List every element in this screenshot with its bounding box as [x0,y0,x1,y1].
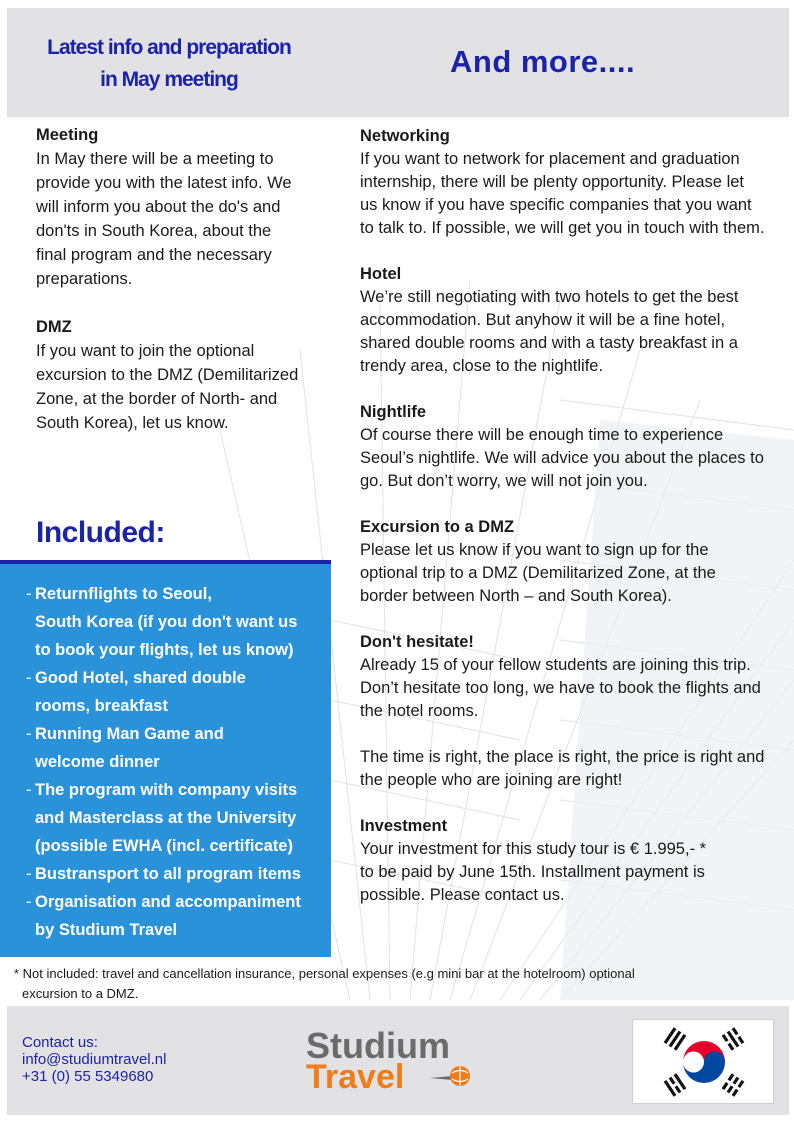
included-box [0,560,331,957]
section-title: Hotel [360,265,402,283]
investment-section [360,815,765,907]
section-title: Excursion to a DMZ [360,518,515,536]
logo-travel-text: Travel [306,1058,405,1092]
included-item-text: Returnflights to Seoul, South Korea (if you don't want us to book your flights, let us know) [35,585,298,659]
footnote [14,964,754,1004]
section-body: In May there will be a meeting to provide you with the latest info. We will inform you about the do's and don'ts in South Korea, about the final program and the necessary preparations. [36,150,292,288]
hotel-section [360,263,765,378]
included-item: - Running Man Game and welcome dinner [26,720,325,776]
footnote-line2: excursion to a DMZ. [22,986,139,1001]
included-item: - Returnflights to Seoul, South Korea (if you don't want us to book your flights, let us know) [26,580,325,664]
section-body: If you want to join the optional excursion to the DMZ (Demilitarized Zone, at the border of North- and South Korea), let us know. [36,342,299,432]
section-body: The time is right, the place is right, the price is right and the people who are joining are right! [360,748,765,789]
included-item-text: Running Man Game and welcome dinner [35,725,224,771]
footer-bar [7,1006,789,1115]
section-title: DMZ [36,318,72,336]
header-bar [7,8,789,117]
included-title: Included: [36,516,165,549]
section-title: Nightlife [360,403,426,421]
included-item-text: Good Hotel, shared double rooms, breakfast [35,669,246,715]
section-body: We’re still negotiating with two hotels to get the best accommodation. But anyhow it will be a fine hotel, shared double rooms and with a tasty breakfast in a trendy area, close to the nightlife. [360,288,739,375]
section-body: Your investment for this study tour is € 1.995,- * to be paid by June 15th. Installment payment is possible. Please contact us. [360,840,707,904]
right-column [360,125,765,930]
nightlife-section [360,401,765,493]
section-title: Networking [360,127,450,145]
included-item-text: Organisation and accompaniment by Studium Travel [35,893,301,939]
left-column [36,123,306,459]
korean-flag-icon [632,1019,774,1104]
section-body: If you want to network for placement and graduation internship, there will be plenty opportunity. Please let us know if you have specific companies that you want to talk to. If possible, we will get you in touch with them. [360,150,765,237]
included-item: - Good Hotel, shared double rooms, breakfast [26,664,325,720]
contact-label: Contact us: [22,1034,98,1051]
included-item: - Bustransport to all program items [26,860,325,888]
section-title: Don't hesitate! [360,633,474,651]
section-title: Investment [360,817,448,835]
header-left-title-line1: Latest info and preparation [47,36,291,59]
dont-hesitate-section [360,631,765,723]
section-body: Please let us know if you want to sign up for the optional trip to a DMZ (Demilitarized Zone, at the border between North – and South Korea). [360,541,716,605]
meeting-section [36,123,306,291]
excursion-section [360,516,765,608]
section-title: Meeting [36,126,99,144]
logo-studium-text: Studium [306,1026,450,1066]
contact-phone: +31 (0) 55 5349680 [22,1068,154,1085]
header-left-title-line2: in May meeting [100,68,238,91]
contact-email-link[interactable]: info@studiumtravel.nl [22,1051,167,1068]
section-body: Already 15 of your fellow students are joining this trip. Don’t hesitate too long, we have to book the flights and the hotel rooms. [360,656,761,720]
included-item: - Organisation and accompaniment by Studium Travel [26,888,325,944]
contact-block [22,1034,166,1085]
included-item-text: Bustransport to all program items [35,865,301,883]
studium-travel-logo [302,1026,502,1092]
included-item-text: The program with company visits and Masterclass at the University (possible EWHA (incl. certificate) [35,781,298,855]
footnote-line1: * Not included: travel and cancellation insurance, personal expenses (e.g mini bar at the hotelroom) optional [14,966,635,981]
globe-icon [450,1066,470,1086]
networking-section [360,125,765,240]
dmz-section [36,315,306,435]
included-item: - The program with company visits and Masterclass at the University (possible EWHA (incl. certificate) [26,776,325,860]
section-body: Of course there will be enough time to experience Seoul’s nightlife. We will advice you about the places to go. But don’t worry, we will not join you. [360,426,764,490]
header-right-title: And more.... [450,44,636,79]
header-left-title [29,32,309,96]
time-is-right-section [360,746,765,792]
